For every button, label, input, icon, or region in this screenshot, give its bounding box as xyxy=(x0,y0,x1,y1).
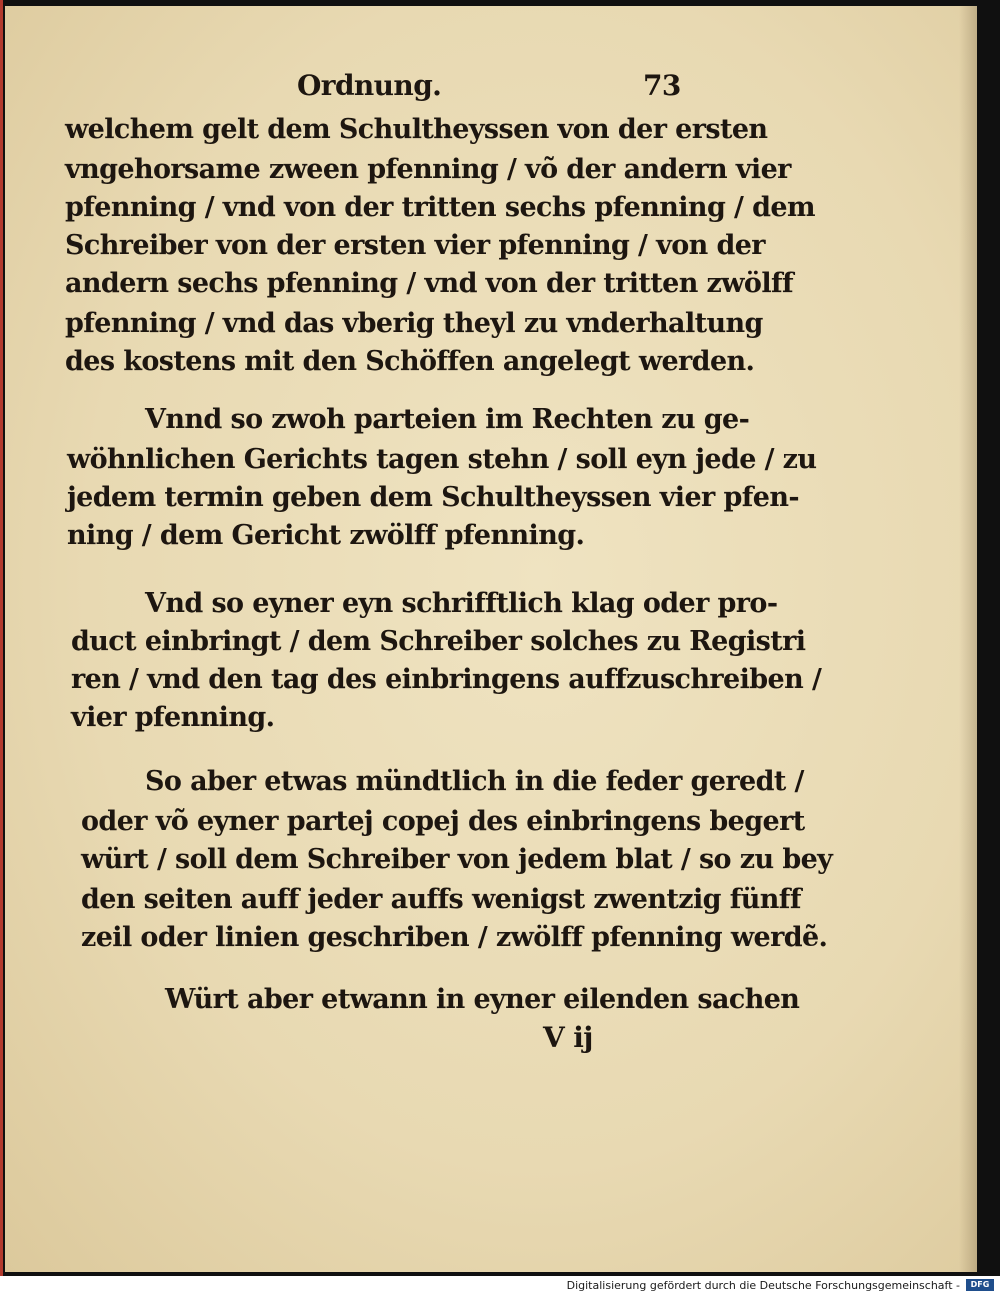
text-line: Schreiber von der ersten vier pfenning / von der xyxy=(65,230,765,261)
text-line: Vnnd so zwoh parteien im Rechten zu ge- xyxy=(145,404,750,435)
scan-edge xyxy=(0,0,3,1276)
text-line: ning / dem Gericht zwölff pfenning. xyxy=(67,520,585,551)
running-head: Ordnung. xyxy=(297,69,442,102)
text-line: vngehorsame zween pfenning / võ der andern vier xyxy=(65,154,791,185)
text-line: Würt aber etwann in eyner eilenden sachen xyxy=(165,984,800,1015)
text-line: welchem gelt dem Schultheyssen von der ersten xyxy=(65,114,768,145)
page-number: 73 xyxy=(643,69,681,102)
text-line: duct einbringt / dem Schreiber solches zu Registri xyxy=(71,626,806,657)
text-line: andern sechs pfenning / vnd von der tritten zwölff xyxy=(65,268,794,299)
text-line: des kostens mit den Schöffen angelegt werden. xyxy=(65,346,755,377)
funding-credit: Digitalisierung gefördert durch die Deutsche Forschungsgemeinschaft - xyxy=(566,1279,960,1292)
text-line: wöhnlichen Gerichts tagen stehn / soll eyn jede / zu xyxy=(67,444,817,475)
book-page xyxy=(5,6,977,1272)
text-line: So aber etwas mündtlich in die feder geredt / xyxy=(145,766,804,797)
footer xyxy=(0,1276,1000,1295)
page-text xyxy=(5,6,977,1272)
text-line: Vnd so eyner eyn schrifftlich klag oder pro- xyxy=(145,588,778,619)
text-line: vier pfenning. xyxy=(71,702,275,733)
text-line: zeil oder linien geschriben / zwölff pfenning werdẽ. xyxy=(81,922,828,953)
text-line: pfenning / vnd von der tritten sechs pfenning / dem xyxy=(65,192,815,223)
text-line: den seiten auff jeder auffs wenigst zwentzig fünff xyxy=(81,884,801,915)
text-line: pfenning / vnd das vberig theyl zu vnderhaltung xyxy=(65,308,763,339)
text-line: würt / soll dem Schreiber von jedem blat / so zu bey xyxy=(81,844,833,875)
signature-mark: V ij xyxy=(543,1021,593,1054)
dfg-logo-icon: DFG xyxy=(966,1279,994,1291)
text-line: jedem termin geben dem Schultheyssen vier pfen- xyxy=(67,482,799,513)
text-line: oder võ eyner partej copej des einbringens begert xyxy=(81,806,805,837)
text-line: ren / vnd den tag des einbringens auffzuschreiben / xyxy=(71,664,822,695)
